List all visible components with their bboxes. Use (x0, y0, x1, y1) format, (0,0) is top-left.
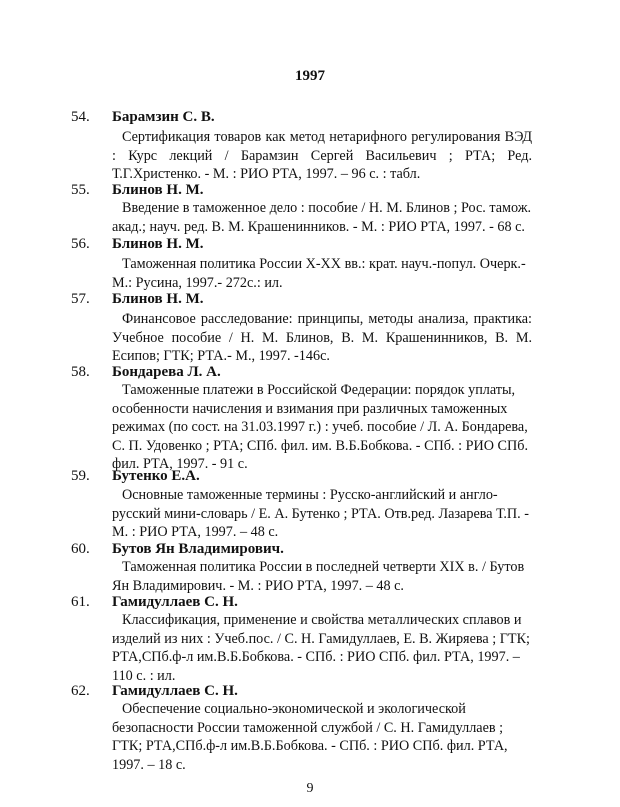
entry-line: Основные таможенные термины : Русско-английский и англо- (122, 487, 498, 503)
entry-description (112, 199, 552, 236)
entry-line: 1997. – 18 с. (112, 756, 186, 773)
entry-line: РТА,СПб.ф-л им.В.Б.Бобкова. - СПб. : РИО СПб. фил. РТА, 1997. – (112, 649, 520, 665)
entry-line: особенности начисления и взимания при различных таможенных (112, 400, 508, 417)
entry-author: Бутов Ян Владимирович. (112, 541, 284, 557)
entry-description (112, 558, 552, 595)
entry-line: ГТК; РТА,СПб.ф-л им.В.Б.Бобкова. - СПб. : РИО СПб. фил. РТА, (112, 738, 508, 754)
entry-line: русский мини-словарь / Е. А. Бутенко ; РТА. Отв.ред. Лазарева Т.П. - (112, 505, 529, 522)
entry-number: 58. (71, 364, 90, 380)
entry-description (112, 310, 532, 366)
entry-line: Финансовое расследование: принципы, методы анализа, практика: (122, 311, 532, 327)
entry-line: Т.Г.Христенко. - М. : РИО РТА, 1997. – 96 с. : табл. (112, 166, 421, 182)
entry-description (112, 700, 552, 774)
entry-line: Учебное пособие / Н. М. Блинов, В. М. Крашенинников, В. М. (112, 329, 532, 346)
entry-line: акад.; науч. ред. В. М. Крашенинников. - М. : РИО РТА, 1997. - 68 с. (112, 218, 525, 235)
entry-line: Классификация, применение и свойства металлических сплавов и (122, 612, 522, 628)
entry-line: С. П. Удовенко ; РТА; СПб. фил. им. В.Б.Бобкова. - СПб. : РИО СПб. (112, 437, 528, 454)
entry-line: : Курс лекций / Барамзин Сергей Васильевич ; РТА; Ред. (112, 147, 532, 164)
entry-author: Блинов Н. М. (112, 182, 204, 198)
entry-author: Бондарева Л. А. (112, 364, 221, 380)
entry-number: 62. (71, 683, 90, 699)
entry-line: 110 с. : ил. (112, 667, 176, 684)
entry-line: Таможенная политика России X-XX вв.: крат. науч.-попул. Очерк.- (122, 256, 526, 272)
entry-number: 61. (71, 594, 90, 610)
entry-line: Введение в таможенное дело : пособие / Н. М. Блинов ; Рос. тамож. (122, 200, 532, 216)
entry-description (112, 611, 552, 685)
entry-author: Гамидуллаев С. Н. (112, 683, 238, 699)
entry-author: Блинов Н. М. (112, 291, 204, 307)
entry-line: Таможенные платежи в Российской Федерации: порядок уплаты, (122, 382, 516, 398)
entry-description (112, 486, 552, 542)
entry-line: режимах (по сост. на 31.03.1997 г.) : учеб. пособие / Л. А. Бондарева, (112, 419, 528, 435)
entry-line: Таможенная политика России в последней четверти XIX в. / Бутов (122, 559, 525, 575)
entry-line: фил. РТА, 1997. - 91 с. (112, 456, 248, 472)
entry-description (112, 128, 532, 184)
entry-number: 55. (71, 182, 90, 198)
page-number: 9 (306, 781, 314, 796)
page-title: 1997 (295, 68, 325, 84)
entry-line: изделий из них : Учеб.пос. / С. Н. Гамидуллаев, Е. В. Жиряева ; ГТК; (112, 630, 530, 647)
entry-author: Гамидуллаев С. Н. (112, 594, 238, 610)
entry-author: Барамзин С. В. (112, 109, 215, 125)
entry-number: 60. (71, 541, 90, 557)
entry-description (112, 255, 532, 292)
entry-line: М. : РИО РТА, 1997. – 48 с. (112, 524, 279, 540)
entry-author: Бутенко Е.А. (112, 468, 200, 484)
entry-number: 57. (71, 291, 90, 307)
entry-line: Обеспечение социально-экономической и экологической (122, 701, 466, 717)
entry-number: 54. (71, 109, 90, 125)
entry-line: Есипов; ГТК; РТА.- М., 1997. -146с. (112, 348, 330, 364)
entry-line: безопасности России таможенной службой / С. Н. Гамидуллаев ; (112, 719, 504, 736)
entry-number: 59. (71, 468, 90, 484)
entry-author: Блинов Н. М. (112, 236, 204, 252)
entry-number: 56. (71, 236, 90, 252)
entry-description (112, 381, 542, 474)
entry-line: Сертификация товаров как метод нетарифного регулирования ВЭД (122, 129, 532, 145)
entry-line: Ян Владимирович. - М. : РИО РТА, 1997. – 48 с. (112, 577, 404, 594)
entry-line: М.: Русина, 1997.- 272с.: ил. (112, 274, 283, 291)
